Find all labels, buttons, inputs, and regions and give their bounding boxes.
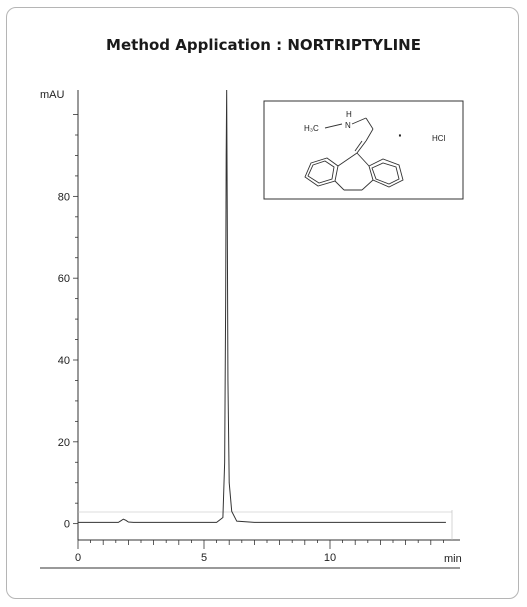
x-tick-label: 0 (74, 552, 82, 564)
structure-h-label: H (346, 110, 352, 119)
x-tick-label: 5 (200, 552, 208, 564)
structure-salt-dot: · (398, 127, 403, 143)
x-ticks (75, 540, 443, 564)
y-tick-label: 60 (57, 273, 70, 286)
structure-n-label: N (345, 121, 351, 130)
chart-title: Method Application : NORTRIPTYLINE (106, 36, 421, 54)
y-axis-unit: mAU (40, 89, 65, 101)
x-axis-unit: min (444, 553, 462, 565)
y-tick-label: 40 (57, 355, 70, 367)
y-tick-label: 0 (63, 518, 70, 531)
x-tick-label: 10 (323, 552, 337, 564)
structure-box (264, 101, 463, 199)
structure-salt-label: HCl (432, 134, 446, 143)
y-tick-label: 20 (57, 436, 70, 449)
y-ticks (58, 115, 78, 531)
y-tick-label: 80 (57, 191, 70, 204)
structure-methyl-label: H₃C (304, 124, 319, 133)
structure-inset (264, 101, 463, 199)
